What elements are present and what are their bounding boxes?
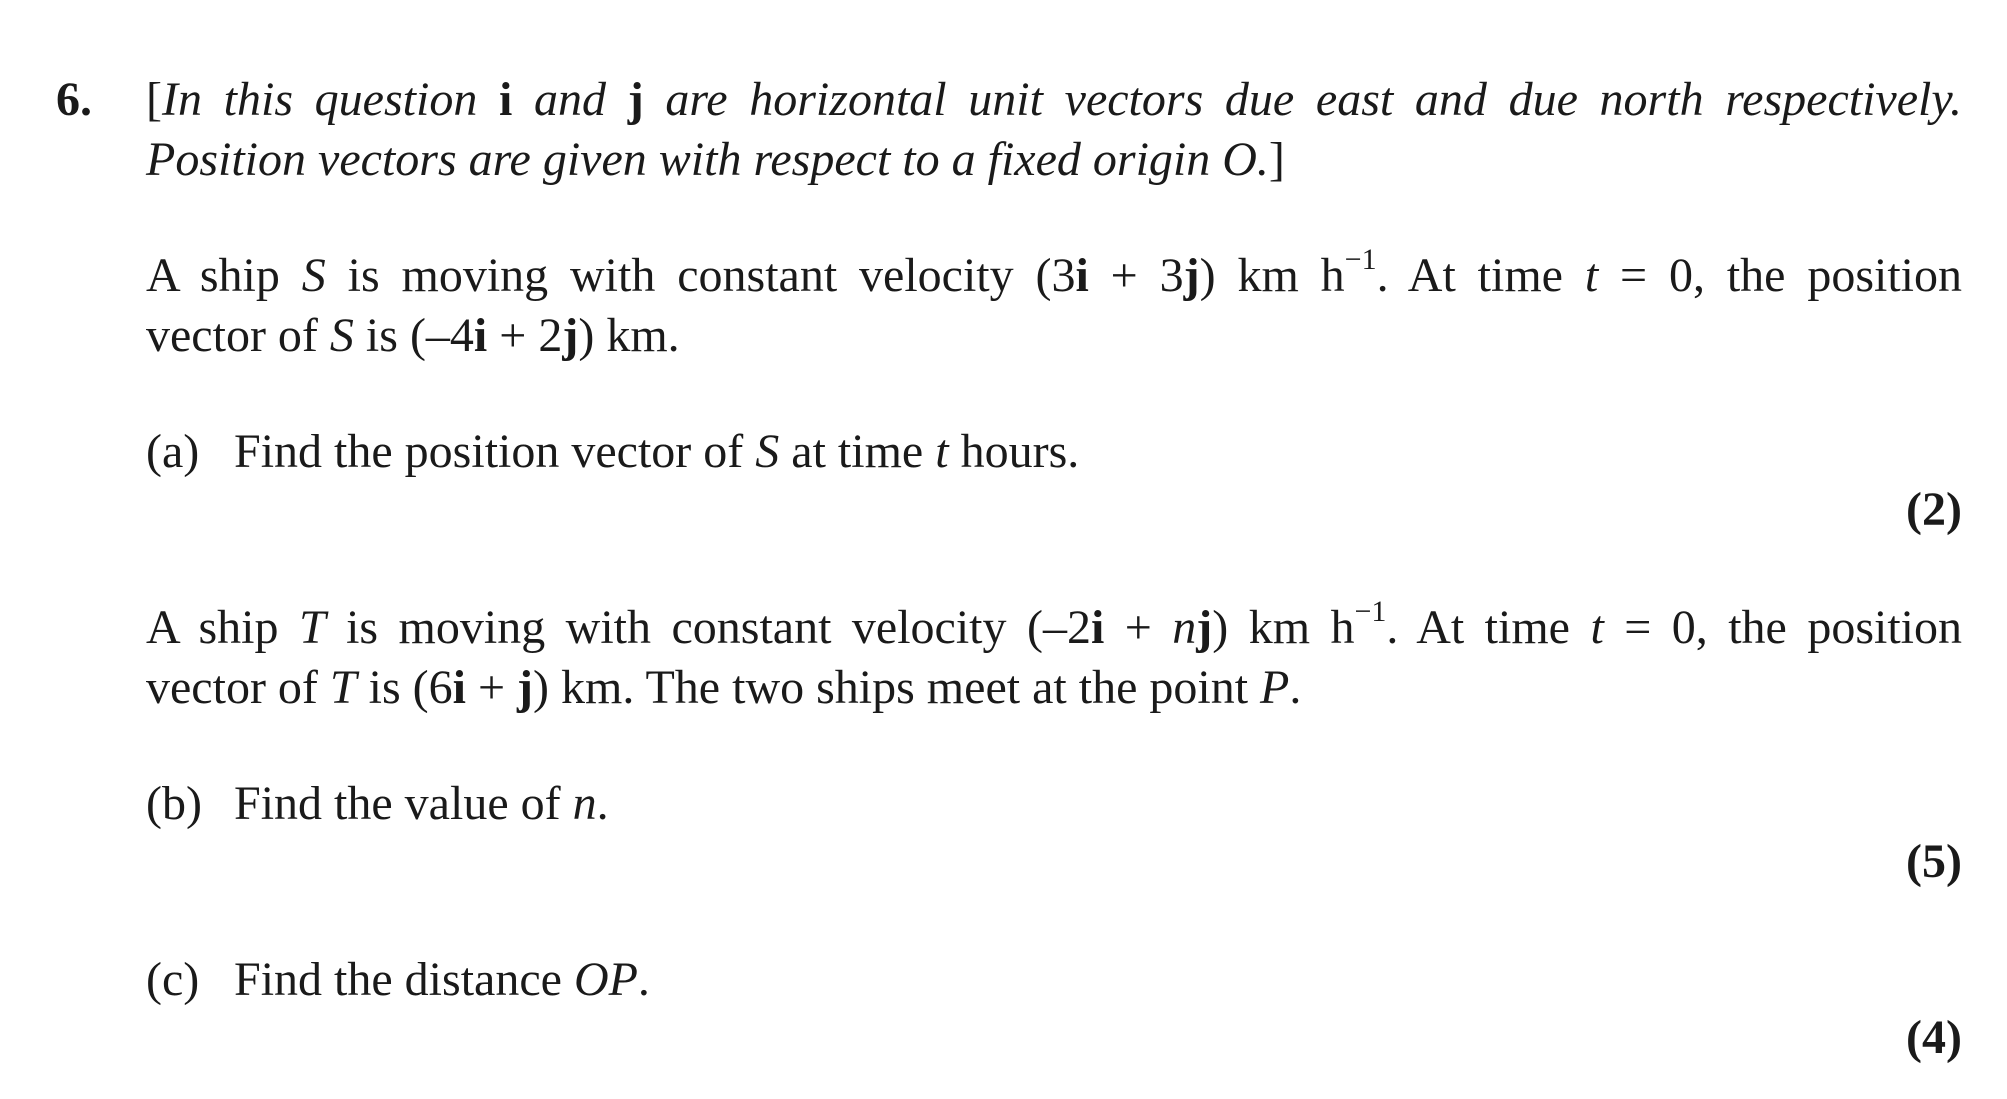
part-b — [146, 774, 609, 834]
part-b-label: (b) — [146, 777, 202, 830]
part-a-text: Find the position vector of S at time t hours. — [234, 425, 1080, 478]
ship-t-line-1: A ship T is moving with constant velocity (–2i + nj) km $h^{-1}$. At time t = 0, the position — [146, 595, 1963, 654]
part-a-label: (a) — [146, 425, 200, 478]
ship-t-paragraph — [146, 595, 1963, 718]
preamble-line-2: Position vectors are given with respect to a fixed origin O.] — [146, 133, 1285, 186]
preamble-line-1: [In this question i and j are horizontal unit vectors due east and due north respectively. — [146, 73, 1963, 126]
part-c-marks: (4) — [1906, 1011, 1962, 1064]
ship-s-paragraph — [146, 243, 1963, 366]
question-preamble — [146, 70, 1962, 190]
part-a-marks: (2) — [1906, 483, 1962, 536]
ship-s-line-2: vector of S is (–4i + 2j) km. — [146, 309, 680, 362]
ship-s-line-1: A ship S is moving with constant velocity (3i + 3j) km $h^{-1}$. At time t = 0, the position — [146, 243, 1963, 302]
part-c — [146, 950, 650, 1010]
part-a — [146, 422, 1079, 482]
part-c-label: (c) — [146, 953, 200, 1006]
part-c-text: Find the distance OP. — [234, 953, 650, 1006]
part-b-marks: (5) — [1906, 835, 1962, 888]
part-b-text: Find the value of n. — [234, 777, 609, 830]
question-number: 6. — [56, 73, 92, 126]
ship-t-line-2: vector of T is (6i + j) km. The two ships meet at the point P. — [146, 661, 1302, 714]
